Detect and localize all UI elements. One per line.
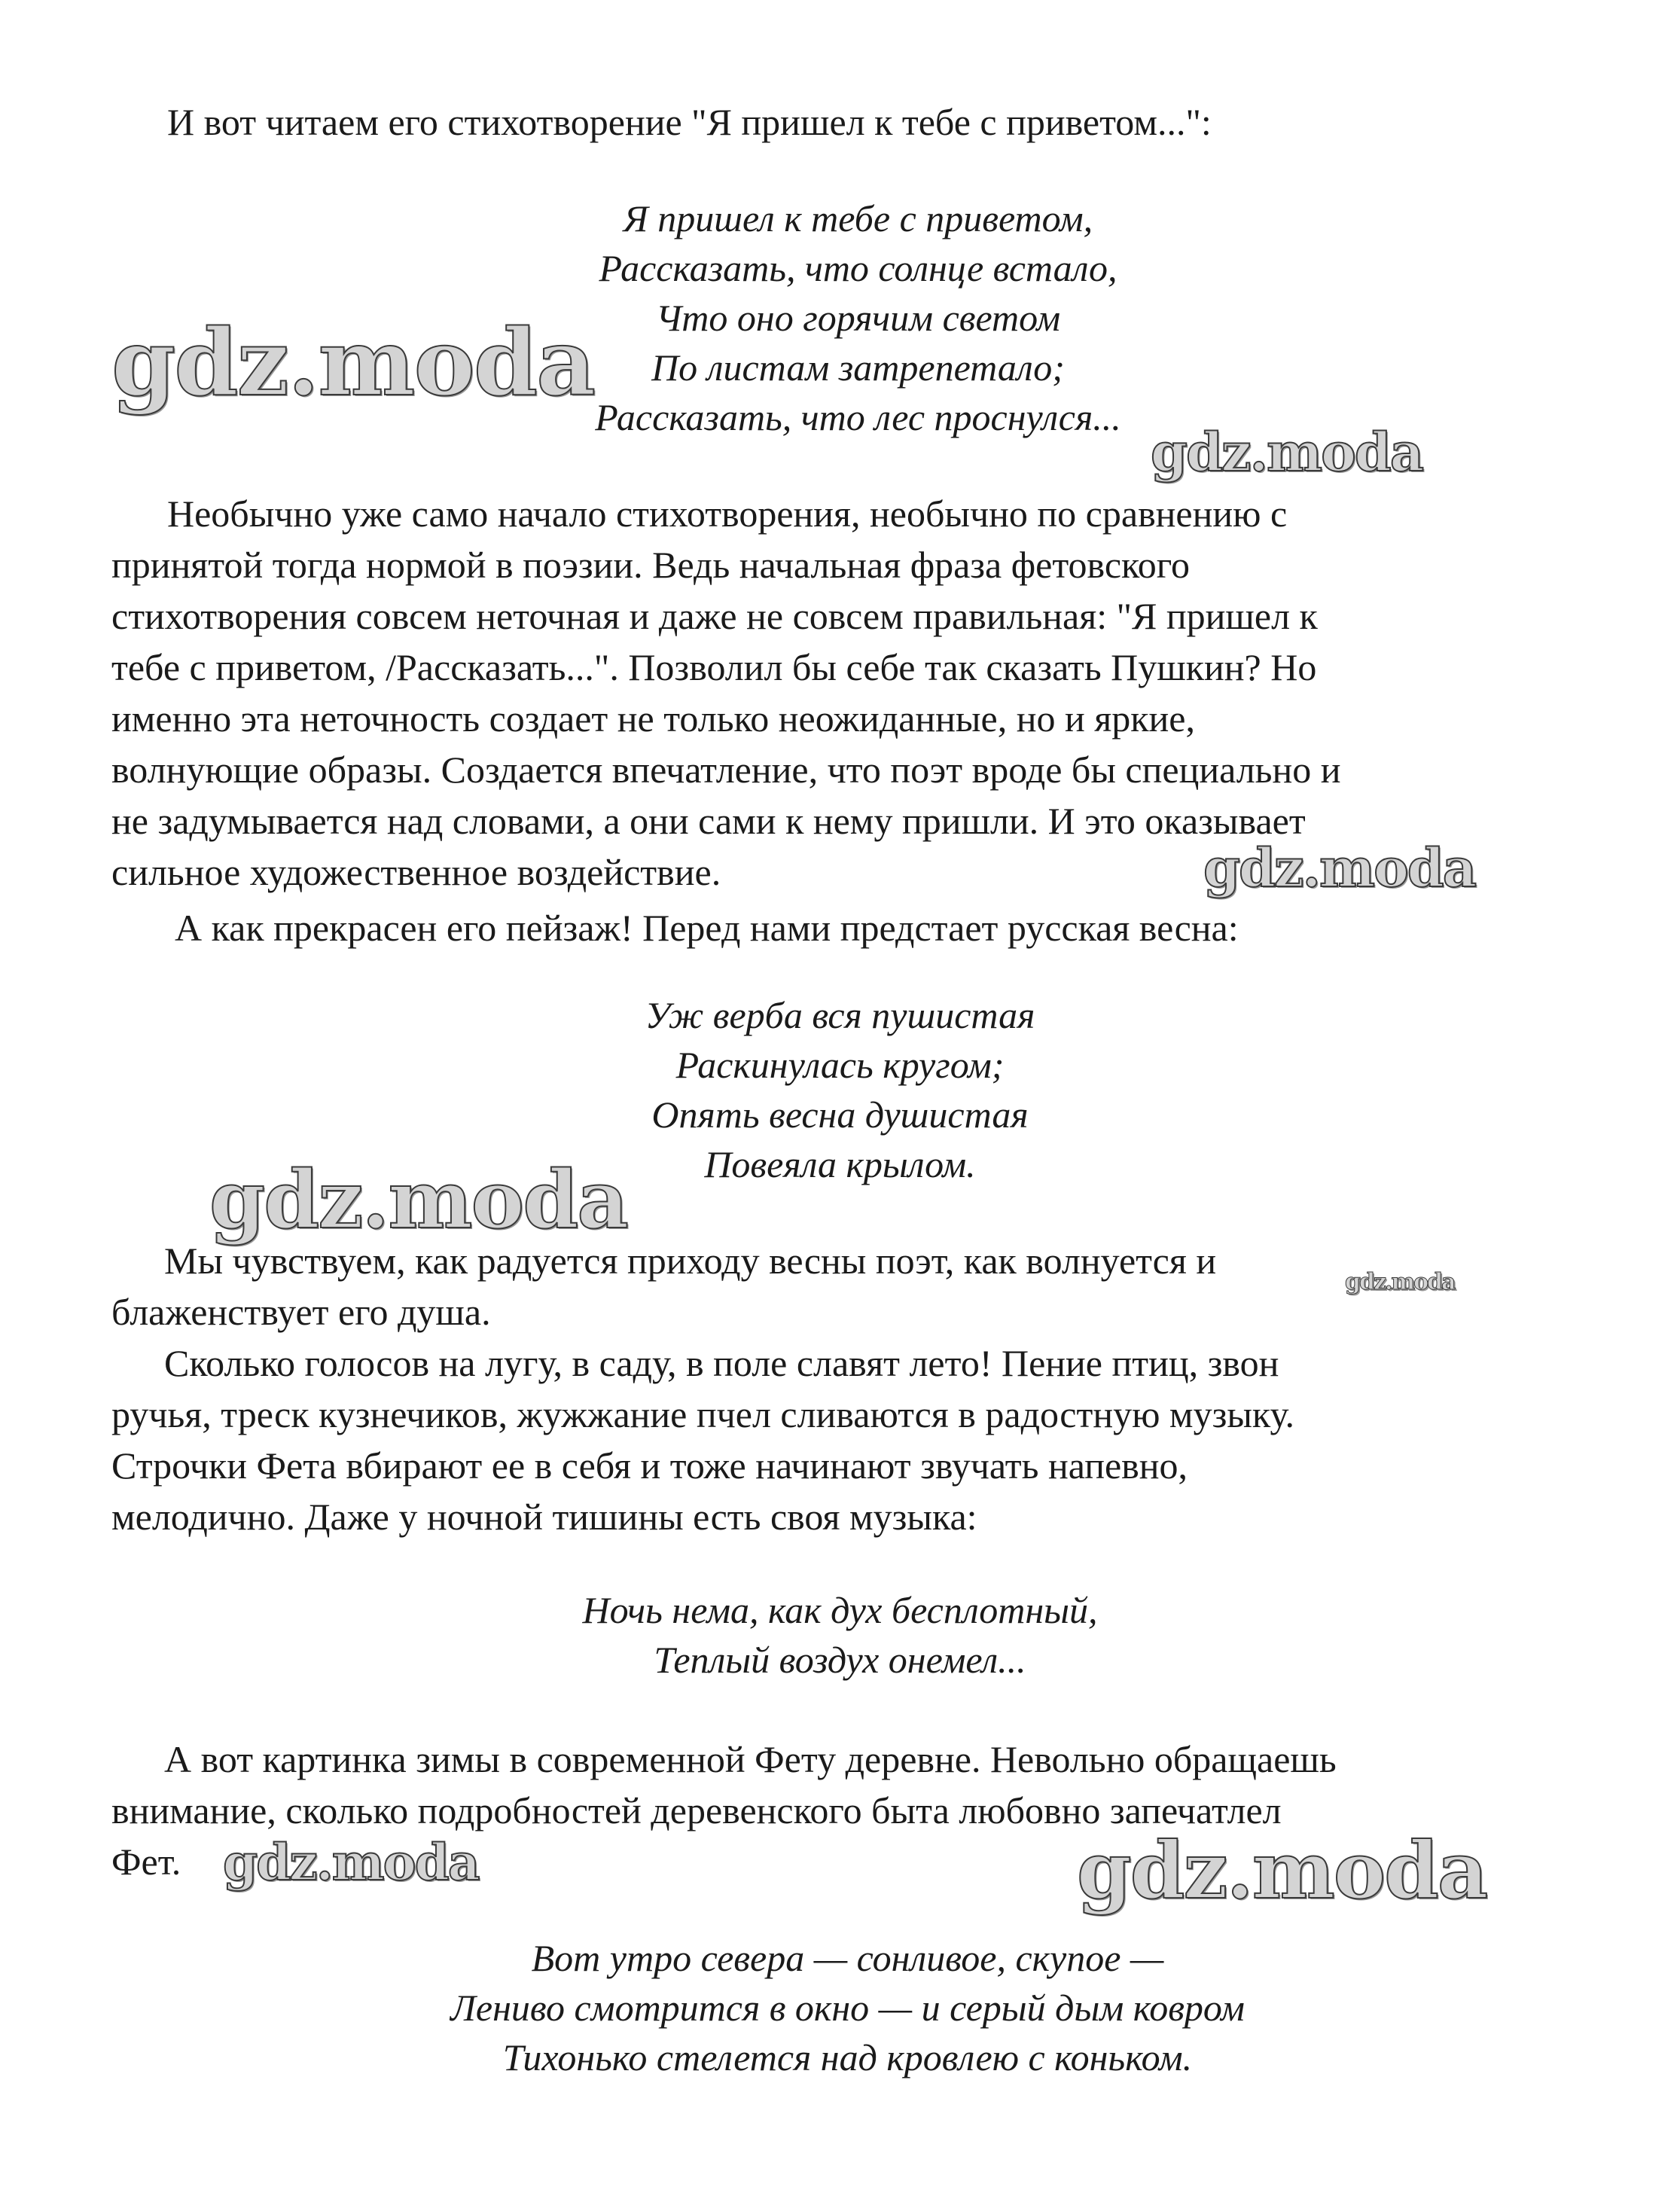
watermark-logo: gdz.moda	[209, 1152, 627, 1246]
paragraph-line: сильное художественное воздействие.	[111, 851, 721, 893]
verse-line: Что оно горячим светом	[655, 297, 1061, 339]
paragraph-2: А как прекрасен его пейзаж! Перед нами предстает русская весна:	[175, 907, 1239, 949]
verse-line: Лениво смотрится в окно — и серый дым ковром	[450, 1987, 1245, 2029]
paragraph-line: не задумывается над словами, а они сами к нему пришли. И это оказывает	[111, 800, 1306, 842]
paragraph-line: блаженствует его душа.	[111, 1291, 491, 1333]
paragraph-line: внимание, сколько подробностей деревенского быта любовно запечатлел	[111, 1789, 1282, 1831]
verse-line: Ночь нема, как дух бесплотный,	[582, 1589, 1098, 1631]
verse-line: По листам затрепетало;	[651, 346, 1065, 389]
verse-line: Опять весна душистая	[651, 1093, 1029, 1136]
verse-line: Рассказать, что солнце встало,	[599, 247, 1117, 289]
verse-line: Я пришел к тебе с приветом,	[623, 197, 1093, 239]
intro-paragraph: И вот читаем его стихотворение "Я пришел к тебе с приветом...":	[167, 101, 1212, 143]
paragraph-line: принятой тогда нормой в поэзии. Ведь начальная фраза фетовского	[111, 544, 1191, 586]
watermark-logo: gdz.moda	[111, 308, 595, 416]
verse-line: Тихонько стелется над кровлею с коньком.	[502, 2036, 1193, 2078]
verse-line: Раскинулась кругом;	[675, 1044, 1005, 1086]
paragraph-line: Сколько голосов на лугу, в саду, в поле славят лето! Пение птиц, звон	[164, 1342, 1279, 1384]
watermark-logo: gdz.moda	[1203, 837, 1476, 899]
paragraph-line: Фет.	[111, 1841, 181, 1883]
paragraph-line: тебе с приветом, /Рассказать...". Позволил бы себе так сказать Пушкин? Но	[111, 646, 1317, 688]
paragraph-line: волнующие образы. Создается впечатление, что поэт вроде бы специально и	[111, 749, 1341, 791]
paragraph-line: стихотворения совсем неточная и даже не совсем правильная: "Я пришел к	[111, 595, 1318, 637]
paragraph-line: А вот картинка зимы в современной Фету деревне. Невольно обращаешь	[164, 1738, 1337, 1780]
verse-line: Теплый воздух онемел...	[654, 1639, 1026, 1681]
verse-line: Уж верба вся пушистая	[645, 994, 1035, 1036]
verse-line: Повеяла крылом.	[704, 1143, 976, 1185]
watermark-logo: gdz.moda	[1151, 421, 1423, 483]
paragraph-line: Необычно уже само начало стихотворения, необычно по сравнению с	[167, 493, 1288, 535]
verse-line: Рассказать, что лес проснулся...	[595, 396, 1121, 438]
paragraph-line: Строчки Фета вбирают ее в себя и тоже начинают звучать напевно,	[111, 1444, 1188, 1487]
verse-line: Вот утро севера — сонливое, скупое —	[531, 1937, 1164, 1979]
watermark-logo: gdz.moda	[223, 1833, 479, 1892]
paragraph-line: Мы чувствуем, как радуется приходу весны поэт, как волнуется и	[164, 1240, 1217, 1282]
paragraph-line: именно эта неточность создает не только неожиданные, но и яркие,	[111, 697, 1195, 740]
watermark-logo: gdz.moda	[1345, 1269, 1455, 1295]
watermark-logo: gdz.moda	[1077, 1824, 1487, 1917]
paragraph-line: ручья, треск кузнечиков, жужжание пчел сливаются в радостную музыку.	[111, 1393, 1294, 1435]
paragraph-line: мелодично. Даже у ночной тишины есть своя музыка:	[111, 1496, 977, 1538]
